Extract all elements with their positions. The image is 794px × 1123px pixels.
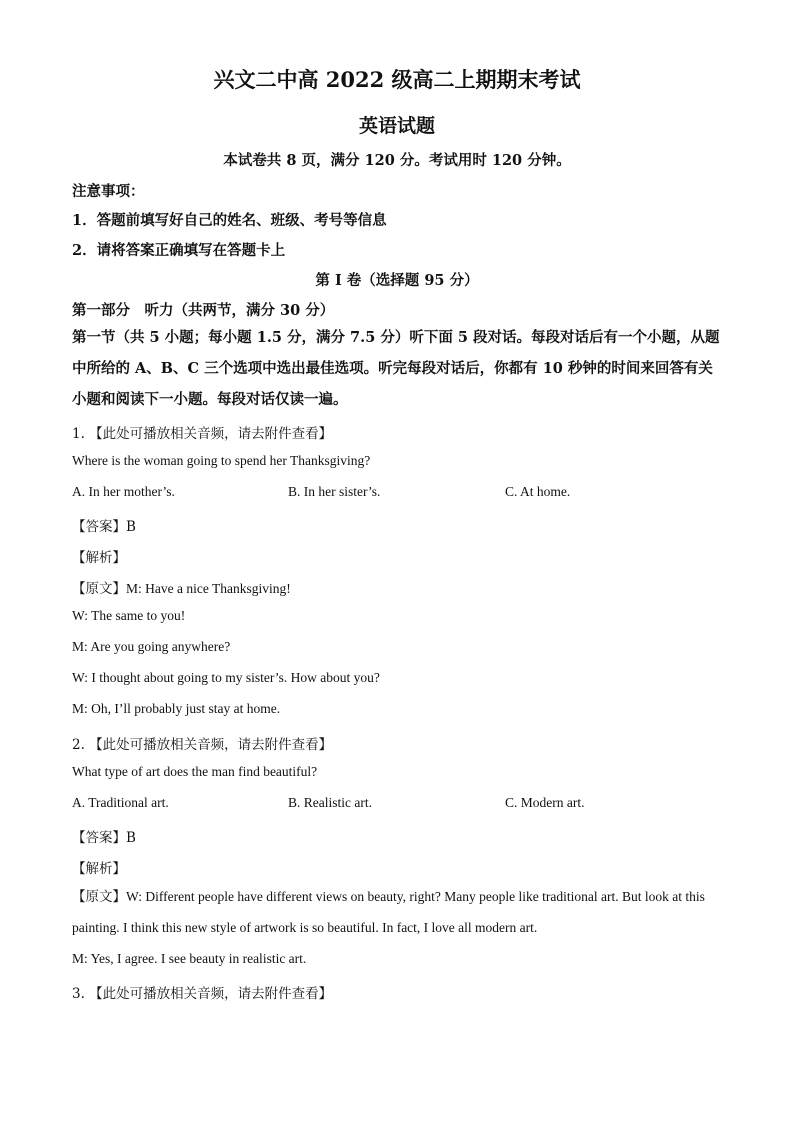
question-1-transcript-line: W: I thought about going to my sister’s. How about you? xyxy=(72,670,380,685)
question-1-text: Where is the woman going to spend her Thanksgiving? xyxy=(72,453,371,468)
notes-heading: 注意事项： xyxy=(72,183,145,200)
question-2-option-c: C. Modern art. xyxy=(505,795,585,810)
question-1-option-b: B. In her sister’s. xyxy=(288,484,381,499)
question-2-audio[interactable]: 2. 【此处可播放相关音频，请去附件查看】 xyxy=(72,737,333,753)
question-2-option-a: A. Traditional art. xyxy=(72,795,169,810)
question-2-text: What type of art does the man find beautiful? xyxy=(72,764,318,779)
question-1-audio[interactable]: 1. 【此处可播放相关音频，请去附件查看】 xyxy=(72,426,333,442)
question-3-audio[interactable]: 3. 【此处可播放相关音频，请去附件查看】 xyxy=(72,986,333,1002)
question-1-analysis: 【解析】 xyxy=(72,550,126,566)
question-2-transcript-line: 【原文】W: Different people have different views on beauty, right? Many people like traditional art. But look at this painting. I think this new style of artwork is so beautiful. In fact, I love all modern art. xyxy=(72,889,705,935)
question-1-transcript-line: W: The same to you! xyxy=(72,608,186,623)
question-1-option-a: A. In her mother’s. xyxy=(72,484,175,499)
question-1-transcript-line: 【原文】M: Have a nice Thanksgiving! xyxy=(72,581,291,596)
question-2-answer: 【答案】B xyxy=(72,830,136,846)
question-2-analysis: 【解析】 xyxy=(72,861,126,877)
question-2-transcript-line: M: Yes, I agree. I see beauty in realistic art. xyxy=(72,951,307,966)
question-2-option-b: B. Realistic art. xyxy=(288,795,372,810)
question-1-transcript-line: M: Oh, I’ll probably just stay at home. xyxy=(72,701,281,716)
note-item-1: 1．答题前填写好自己的姓名、班级、考号等信息 xyxy=(72,212,387,229)
question-1-answer: 【答案】B xyxy=(72,519,136,535)
note-item-2: 2．请将答案正确填写在答题卡上 xyxy=(72,242,286,259)
exam-info: 本试卷共 8 页，满分 120 分。考试用时 120 分钟。 xyxy=(223,152,571,169)
question-1-option-c: C. At home. xyxy=(505,484,571,499)
question-1-transcript-line: M: Are you going anywhere? xyxy=(72,639,231,654)
section-instructions: 第一节（共 5 小题；每小题 1.5 分，满分 7.5 分）听下面 5 段对话。每段对话后有一个小题，从题中所给的 A、B、C 三个选项中选出最佳选项。听完每段对话后，你都有 10 秒钟的时间来回答有关小题和阅读下一小题。每段对话仅读一遍。 xyxy=(72,329,720,408)
exam-subject: 英语试题 xyxy=(358,115,435,137)
exam-title: 兴文二中高 2022 级高二上期期末考试 xyxy=(213,67,581,92)
part-heading: 第一部分 听力（共两节，满分 30 分） xyxy=(72,302,335,319)
volume-heading: 第 I 卷（选择题 95 分） xyxy=(315,272,479,289)
